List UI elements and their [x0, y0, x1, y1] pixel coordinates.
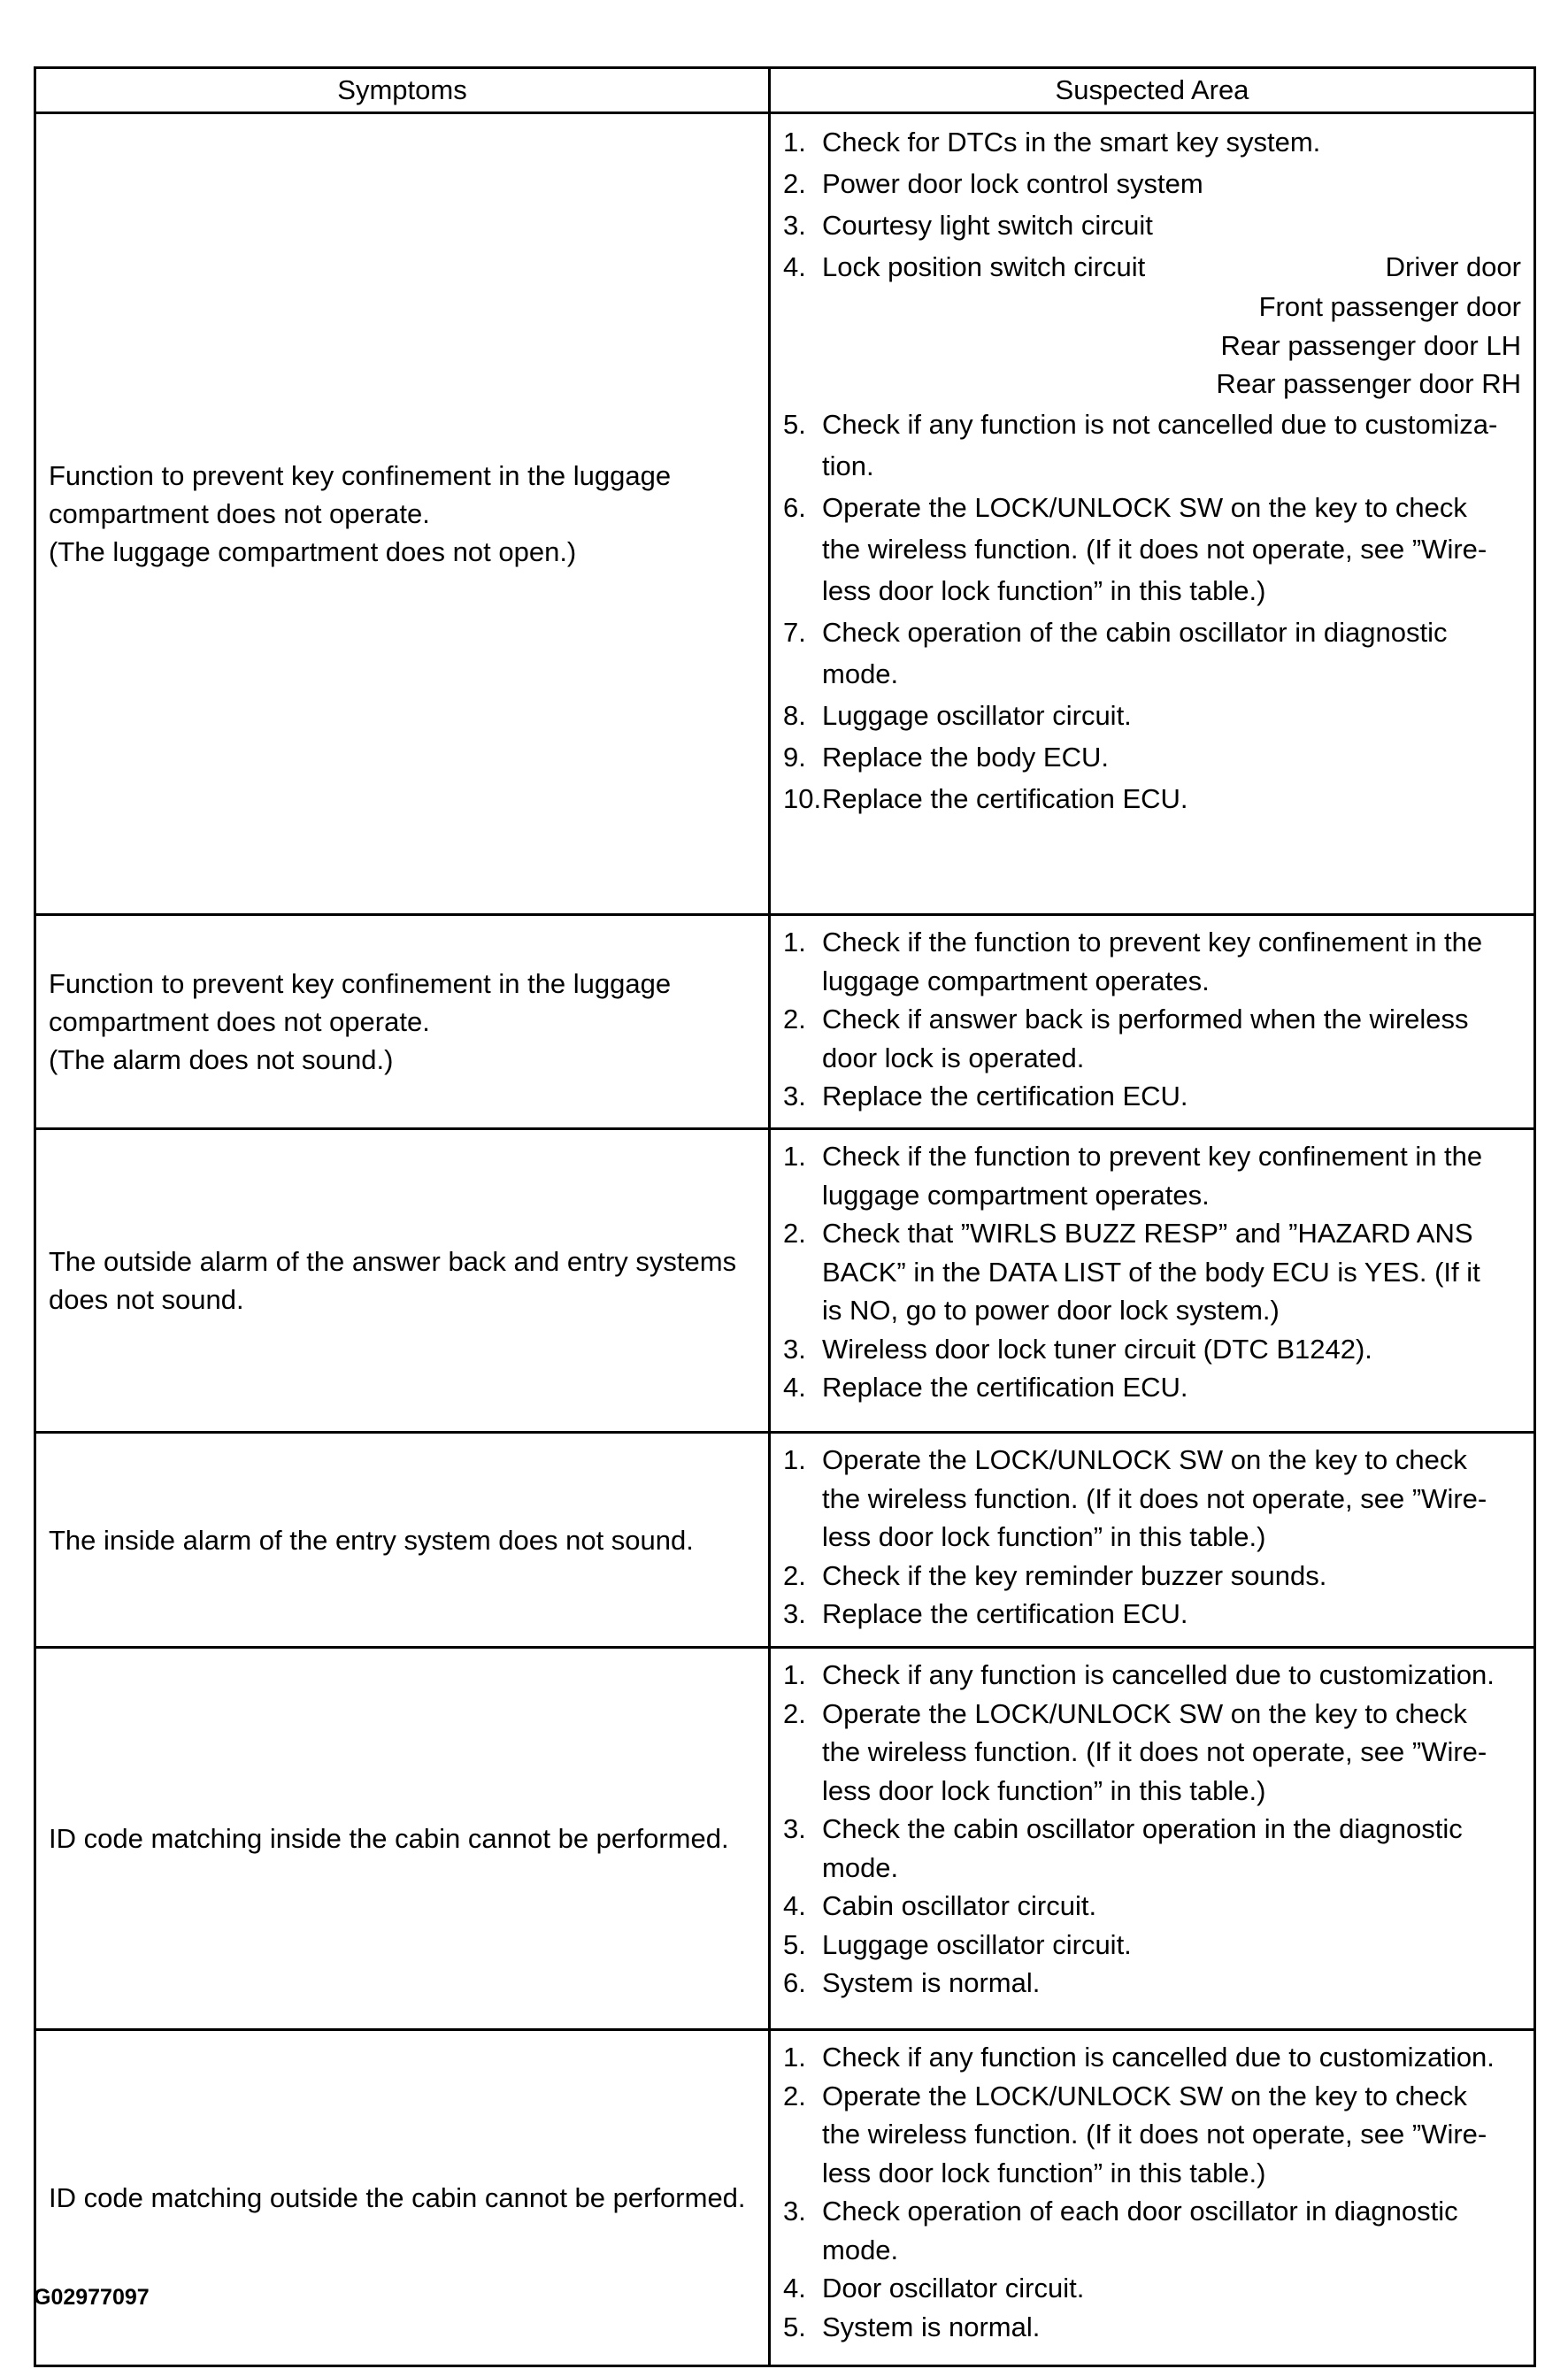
suspected-area-list — [783, 1137, 1521, 1407]
suspected-area-cell — [770, 1433, 1535, 1648]
item-text-line: Luggage oscillator circuit. — [822, 1928, 1132, 1960]
suspected-area-item — [783, 778, 1521, 819]
item-text-line: Check if any function is cancelled due to customization. — [822, 2042, 1495, 2073]
item-text-line: Power door lock control system — [822, 168, 1203, 199]
suspected-area-item — [783, 246, 1521, 404]
item-text-line: Luggage oscillator circuit. — [822, 699, 1132, 731]
item-text-line: Check for DTCs in the smart key system. — [822, 127, 1321, 158]
suspected-area-list — [783, 121, 1521, 819]
item-text-line: the wireless function. (If it does not operate, see ”Wire- — [822, 1736, 1487, 1767]
suspected-area-item — [783, 2269, 1521, 2308]
item-number: 2. — [783, 1218, 806, 1249]
suspected-area-item — [783, 695, 1521, 736]
symptom-text-line: compartment does not operate. — [49, 1006, 430, 1037]
door-label: Rear passenger door LH — [1220, 329, 1521, 361]
item-text-line: System is normal. — [822, 1967, 1041, 1998]
symptom-cell — [35, 1648, 770, 2030]
suspected-area-item — [783, 1000, 1521, 1077]
symptom-text-line: The outside alarm of the answer back and entry systems — [49, 1246, 737, 1277]
item-number: 3. — [783, 210, 806, 241]
symptom-cell — [35, 915, 770, 1129]
item-text-line: tion. — [822, 450, 874, 481]
item-number: 9. — [783, 741, 806, 773]
item-number: 5. — [783, 2311, 806, 2342]
item-number: 1. — [783, 1659, 806, 1690]
item-text-line: Courtesy light switch circuit — [822, 210, 1153, 241]
suspected-area-cell — [770, 1129, 1535, 1433]
item-number: 1. — [783, 2042, 806, 2073]
item-number: 3. — [783, 2196, 806, 2227]
door-label: Driver door — [1385, 251, 1521, 282]
suspected-area-list — [783, 1656, 1521, 2003]
suspected-area-item — [783, 1330, 1521, 1369]
suspected-area-item — [783, 1595, 1521, 1634]
item-number: 4. — [783, 1890, 806, 1921]
item-number: 1. — [783, 927, 806, 958]
item-text-line: less door lock function” in this table.) — [822, 1774, 1266, 1806]
suspected-area-item — [783, 487, 1521, 611]
item-number: 2. — [783, 1559, 806, 1591]
suspected-area-item — [783, 1137, 1521, 1214]
item-text-line: Lock position switch circuit — [822, 251, 1146, 282]
item-text-line: Check if any function is cancelled due to customization. — [822, 1659, 1495, 1690]
suspected-area-cell — [770, 2030, 1535, 2366]
symptom-text-line: (The alarm does not sound.) — [49, 1044, 394, 1075]
item-text-line: less door lock function” in this table.) — [822, 2157, 1266, 2188]
table-row — [35, 1129, 1535, 1433]
item-text-line: Check operation of each door oscillator in diagnostic — [822, 2196, 1458, 2227]
door-list — [822, 288, 1521, 404]
item-text-line: Operate the LOCK/UNLOCK SW on the key to check — [822, 1444, 1467, 1475]
suspected-area-item — [783, 1656, 1521, 1695]
item-number: 1. — [783, 1444, 806, 1475]
door-label: Front passenger door — [1258, 291, 1521, 322]
item-text-line: Replace the certification ECU. — [822, 1081, 1188, 1111]
suspected-area-item — [783, 611, 1521, 695]
suspected-area-list — [783, 923, 1521, 1116]
item-text-line: is NO, go to power door lock system.) — [822, 1295, 1280, 1326]
item-text-line: the wireless function. (If it does not operate, see ”Wire- — [822, 533, 1487, 565]
table-row — [35, 113, 1535, 915]
symptom-cell — [35, 1433, 770, 1648]
suspected-area-item — [783, 121, 1521, 163]
item-text-line: BACK” in the DATA LIST of the body ECU is YES. (If it — [822, 1256, 1480, 1288]
item-number: 7. — [783, 616, 806, 648]
item-text-line: Operate the LOCK/UNLOCK SW on the key to check — [822, 2080, 1467, 2111]
symptom-cell — [35, 113, 770, 915]
figure-id: G02977097 — [34, 2285, 150, 2310]
suspected-area-item — [783, 923, 1521, 1000]
symptom-text-line: ID code matching outside the cabin cannot be performed. — [49, 2182, 746, 2213]
item-text-line: Operate the LOCK/UNLOCK SW on the key to check — [822, 1697, 1467, 1729]
item-text-line: Check if any function is not cancelled due to customiza- — [822, 408, 1498, 440]
suspected-area-item — [783, 1214, 1521, 1330]
item-text-line: Door oscillator circuit. — [822, 2273, 1085, 2304]
suspected-area-list — [783, 1441, 1521, 1634]
item-text-line: Replace the certification ECU. — [822, 1598, 1188, 1629]
item-number: 2. — [783, 2080, 806, 2111]
suspected-area-item — [783, 1926, 1521, 1965]
suspected-area-item — [783, 1964, 1521, 2003]
item-number: 1. — [783, 127, 806, 158]
symptoms-header: Symptoms — [35, 68, 770, 113]
item-number: 1. — [783, 1141, 806, 1172]
symptom-text-line: (The luggage compartment does not open.) — [49, 536, 577, 567]
suspected-area-item — [783, 2077, 1521, 2193]
symptom-text-line: Function to prevent key confinement in the luggage — [49, 460, 672, 491]
suspected-area-item — [783, 1368, 1521, 1407]
table-row — [35, 1648, 1535, 2030]
suspected-area-cell — [770, 1648, 1535, 2030]
item-text-line: Replace the certification ECU. — [822, 1372, 1188, 1403]
item-text-line: Cabin oscillator circuit. — [822, 1890, 1097, 1921]
suspected-area-item — [783, 1077, 1521, 1116]
item-text-line: mode. — [822, 2234, 899, 2265]
item-text-line: mode. — [822, 1851, 899, 1883]
item-number: 2. — [783, 1697, 806, 1729]
troubleshooting-table — [34, 66, 1536, 2367]
item-number: 4. — [783, 1372, 806, 1403]
item-text-line: Check that ”WIRLS BUZZ RESP” and ”HAZARD ANS — [822, 1218, 1473, 1249]
door-label: Rear passenger door RH — [1216, 368, 1521, 399]
table-row — [35, 915, 1535, 1129]
suspected-area-item — [783, 163, 1521, 204]
item-number: 2. — [783, 1004, 806, 1035]
suspected-area-list — [783, 2038, 1521, 2346]
item-text-line: less door lock function” in this table.) — [822, 574, 1266, 606]
suspected-area-item — [783, 1557, 1521, 1596]
item-text-line: Operate the LOCK/UNLOCK SW on the key to check — [822, 491, 1467, 523]
item-text-line: Wireless door lock tuner circuit (DTC B1242). — [822, 1333, 1372, 1365]
suspected-area-cell — [770, 915, 1535, 1129]
table-row — [35, 2030, 1535, 2366]
symptom-text-line: The inside alarm of the entry system does not sound. — [49, 1524, 694, 1556]
item-text-line: Check if the function to prevent key confinement in the — [822, 1141, 1483, 1172]
item-text-line: less door lock function” in this table.) — [822, 1521, 1266, 1552]
item-text-line: Replace the certification ECU. — [822, 782, 1188, 814]
item-number: 6. — [783, 1967, 806, 1998]
item-text-line: the wireless function. (If it does not operate, see ”Wire- — [822, 2119, 1487, 2150]
header-row — [35, 68, 1535, 113]
suspected-area-item — [783, 1441, 1521, 1557]
item-text-line: mode. — [822, 658, 899, 689]
item-number: 4. — [783, 2273, 806, 2304]
suspected-area-item — [783, 1695, 1521, 1811]
symptom-text-line: compartment does not operate. — [49, 498, 430, 529]
item-number: 2. — [783, 168, 806, 199]
symptom-text-line: Function to prevent key confinement in the luggage — [49, 968, 672, 999]
suspected-area-item — [783, 736, 1521, 778]
item-number: 8. — [783, 699, 806, 731]
suspected-area-cell — [770, 113, 1535, 915]
suspected-area-item — [783, 2192, 1521, 2269]
symptom-text-line: does not sound. — [49, 1284, 244, 1315]
item-text-line: the wireless function. (If it does not operate, see ”Wire- — [822, 1482, 1487, 1514]
suspected-area-header: Suspected Area — [770, 68, 1535, 113]
suspected-area-item — [783, 1810, 1521, 1887]
item-number: 3. — [783, 1081, 806, 1111]
item-number: 4. — [783, 251, 806, 282]
item-text-line: Check if the key reminder buzzer sounds. — [822, 1559, 1327, 1591]
item-number: 6. — [783, 491, 806, 523]
suspected-area-item — [783, 2038, 1521, 2077]
symptom-cell — [35, 2030, 770, 2366]
item-number: 3. — [783, 1333, 806, 1365]
symptom-text-line: ID code matching inside the cabin cannot be performed. — [49, 1823, 729, 1854]
item-text-line: luggage compartment operates. — [822, 1179, 1210, 1211]
suspected-area-item — [783, 204, 1521, 246]
item-number: 3. — [783, 1598, 806, 1629]
item-text-line: Check if answer back is performed when the wireless — [822, 1004, 1469, 1035]
suspected-area-item — [783, 404, 1521, 487]
item-number: 5. — [783, 408, 806, 440]
item-number: 10. — [783, 782, 822, 814]
item-text-line: Replace the body ECU. — [822, 741, 1109, 773]
item-text-line: Check if the function to prevent key confinement in the — [822, 927, 1483, 958]
table-row — [35, 1433, 1535, 1648]
item-text-line: Check the cabin oscillator operation in the diagnostic — [822, 1813, 1463, 1844]
suspected-area-item — [783, 2308, 1521, 2347]
item-text-line: System is normal. — [822, 2311, 1041, 2342]
item-text-line: door lock is operated. — [822, 1042, 1085, 1073]
item-text-line: luggage compartment operates. — [822, 965, 1210, 996]
item-number: 3. — [783, 1813, 806, 1844]
item-with-door-row — [822, 246, 1521, 288]
item-text-line: Check operation of the cabin oscillator in diagnostic — [822, 616, 1448, 648]
suspected-area-item — [783, 1887, 1521, 1926]
item-number: 5. — [783, 1928, 806, 1960]
symptom-cell — [35, 1129, 770, 1433]
